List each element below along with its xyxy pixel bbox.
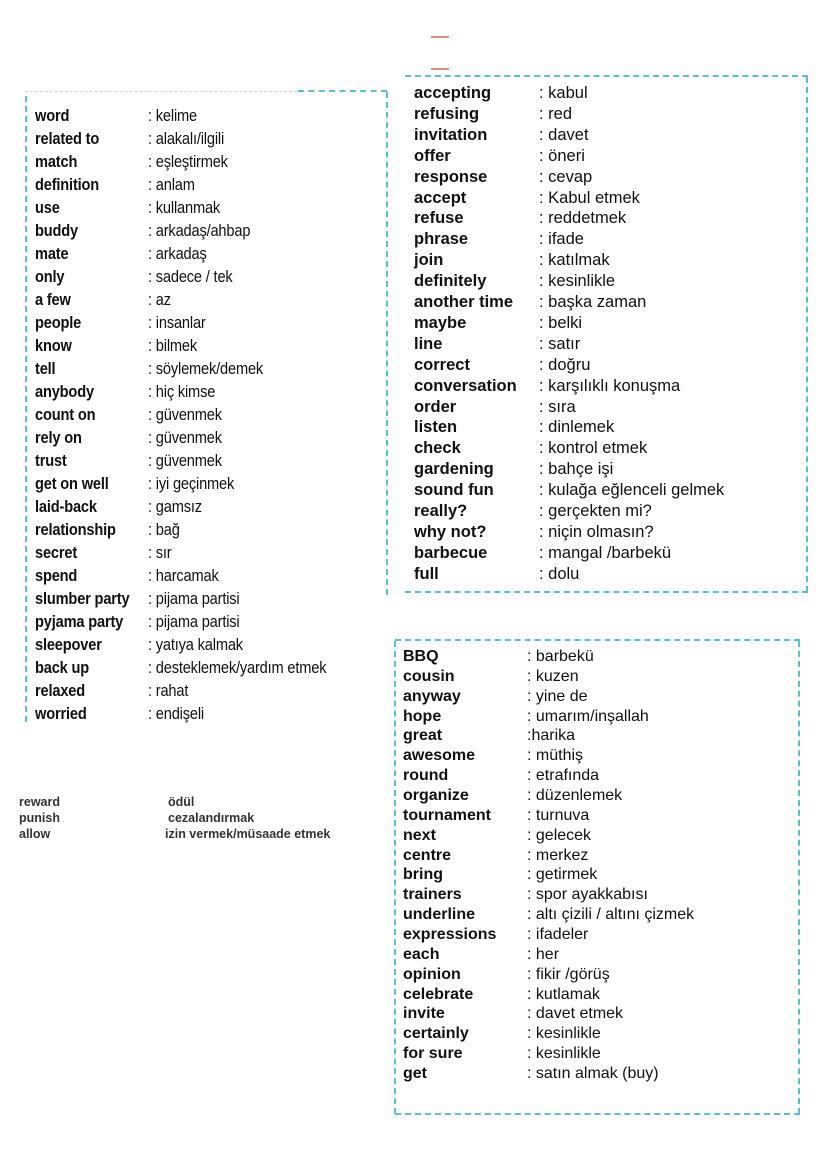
vocab-term: BBQ [403, 648, 439, 665]
vocab-meaning: : güvenmek [148, 428, 222, 447]
vocab-term: count on [35, 405, 96, 424]
left-box-top-border-faint [25, 91, 297, 92]
vocab-term: round [403, 767, 449, 785]
vocab-term: maybe [414, 313, 467, 332]
vocab-meaning: : söylemek/demek [148, 359, 264, 378]
vocab-meaning: : karşılıklı konuşma [539, 376, 681, 395]
vocab-meaning: : öneri [539, 146, 585, 165]
vocab-meaning: : az [148, 290, 171, 309]
vocab-term: match [35, 152, 78, 171]
vocab-term: phrase [414, 230, 469, 249]
vocab-term: celebrate [403, 985, 474, 1003]
vocab-term: why not? [414, 522, 487, 541]
vocab-meaning: :harika [527, 727, 576, 745]
vocab-term: definitely [414, 272, 487, 291]
vocab-meaning: ödül [168, 795, 195, 809]
vocab-term: know [35, 336, 72, 355]
vocab-term: word [35, 106, 70, 125]
vocab-term: check [414, 439, 461, 458]
vocab-meaning: : getirmek [527, 866, 598, 884]
vocab-term: refusing [414, 104, 480, 123]
vocab-term: full [414, 564, 439, 583]
left-box-top-border [298, 90, 387, 92]
vocab-term: sound fun [414, 481, 494, 500]
vocab-meaning: : katılmak [539, 251, 610, 270]
vocab-term: spend [35, 566, 78, 585]
vocab-meaning: : sadece / tek [148, 267, 233, 286]
vocab-term: rely on [35, 428, 82, 447]
vocab-term: another time [414, 293, 514, 311]
vocab-term: definition [35, 175, 100, 194]
vocab-meaning: : davet etmek [527, 1005, 624, 1023]
vocab-term: mate [35, 244, 69, 263]
vocab-term: worried [35, 704, 87, 723]
vocab-meaning: : gerçekten mi? [539, 502, 652, 520]
vocab-term: centre [403, 846, 452, 864]
vocab-term: get [403, 1065, 427, 1083]
vocab-meaning: : anlam [148, 175, 195, 194]
vocab-meaning: : iyi geçinmek [148, 474, 235, 493]
vocab-small-list [19, 795, 359, 845]
vocab-term: punish [19, 811, 60, 825]
vocab-box-bottom [403, 648, 793, 1108]
vocab-term: secret [35, 543, 78, 562]
vocab-meaning: : kontrol etmek [539, 439, 648, 458]
vocab-meaning: : cevap [539, 167, 593, 186]
vocab-meaning: : yatıya kalmak [148, 635, 243, 654]
vocab-term: refuse [414, 209, 464, 228]
vocab-meaning: : rahat [148, 681, 189, 700]
vocab-meaning: : kesinlikle [527, 1025, 601, 1043]
vocab-term: cousin [403, 667, 455, 685]
vocab-term: underline [403, 906, 476, 924]
vocab-meaning: : müthiş [527, 747, 584, 765]
vocab-meaning: : fikir /görüş [527, 965, 610, 983]
bottom-box-right-border [798, 641, 800, 1114]
vocab-term: each [403, 945, 440, 963]
vocab-meaning: : etrafında [527, 767, 600, 785]
vocab-meaning: : endişeli [148, 704, 204, 723]
red-mark-top [431, 36, 449, 38]
vocab-meaning: : merkez [527, 846, 589, 864]
vocab-term: sleepover [35, 635, 102, 654]
vocab-term: reward [19, 795, 60, 809]
vocab-meaning: : kutlamak [527, 985, 600, 1003]
vocab-term: people [35, 313, 82, 332]
vocab-meaning: : kullanmak [148, 198, 221, 217]
vocab-meaning: cezalandırmak [168, 811, 255, 825]
vocab-term: pyjama party [35, 612, 124, 631]
vocab-meaning: : alakalı/ilgili [148, 129, 225, 148]
vocab-term: gardening [414, 460, 494, 479]
vocab-term: bring [403, 866, 443, 884]
vocab-meaning: : pijama partisi [148, 589, 240, 608]
vocab-term: allow [19, 827, 51, 841]
vocab-term: for sure [403, 1045, 463, 1063]
vocab-meaning: : spor ayakkabısı [527, 886, 648, 904]
vocab-meaning: : gelecek [527, 826, 592, 844]
vocab-term: anybody [35, 382, 94, 401]
vocab-term: great [403, 727, 443, 745]
vocab-term: listen [414, 418, 458, 437]
vocab-meaning: : satır [539, 334, 581, 353]
vocab-meaning: izin vermek/müsaade etmek [165, 827, 331, 841]
vocab-term: related to [35, 129, 100, 148]
vocab-term: offer [414, 146, 451, 165]
vocab-meaning: : ifade [539, 230, 584, 249]
vocab-term: anyway [403, 687, 461, 705]
vocab-meaning: : güvenmek [148, 451, 222, 470]
vocab-meaning: : barbekü [527, 648, 594, 665]
right-box-bottom-border [405, 591, 808, 593]
bottom-box-bottom-border [395, 1113, 800, 1115]
vocab-term: trust [35, 451, 67, 470]
vocab-meaning: : belki [539, 313, 583, 332]
vocab-term: trainers [403, 886, 462, 904]
vocab-term: slumber party [35, 589, 130, 608]
vocab-meaning: : eşleştirmek [148, 152, 228, 171]
vocab-meaning: : kesinlikle [539, 272, 616, 291]
left-box-right-border [386, 92, 388, 595]
bottom-box-left-border [394, 641, 396, 1114]
vocab-meaning: : insanlar [148, 313, 206, 332]
vocab-box-left [35, 106, 385, 726]
vocab-term: laid-back [35, 497, 97, 516]
vocab-meaning: : arkadaş [148, 244, 207, 263]
left-box-left-border [25, 96, 27, 722]
vocab-term: join [414, 251, 444, 270]
vocab-meaning: : dinlemek [539, 418, 615, 437]
vocab-meaning: : red [539, 104, 573, 123]
vocab-meaning: : güvenmek [148, 405, 222, 424]
vocab-meaning: : bilmek [148, 336, 198, 355]
vocab-meaning: : gamsız [148, 497, 202, 516]
vocab-meaning: : harcamak [148, 566, 219, 585]
vocab-meaning: : kelime [148, 106, 198, 125]
vocab-term: accepting [414, 84, 492, 102]
vocab-term: expressions [403, 926, 497, 944]
vocab-term: a few [35, 290, 71, 309]
vocab-box-right [414, 84, 804, 589]
vocab-meaning: : kesinlikle [527, 1045, 601, 1063]
vocab-meaning: : kulağa eğlenceli gelmek [539, 481, 725, 500]
vocab-meaning: : sır [148, 543, 172, 562]
vocab-term: opinion [403, 965, 461, 983]
vocab-term: organize [403, 787, 469, 805]
vocab-term: conversation [414, 376, 517, 395]
vocab-meaning: : Kabul etmek [539, 188, 640, 207]
vocab-term: relationship [35, 520, 116, 539]
vocab-meaning: : doğru [539, 355, 591, 374]
vocab-term: tournament [403, 806, 491, 824]
vocab-meaning: : mangal /barbekü [539, 543, 672, 562]
vocab-term: line [414, 334, 443, 353]
vocab-meaning: : niçin olmasın? [539, 522, 654, 541]
vocab-meaning: : pijama partisi [148, 612, 240, 631]
vocab-term: back up [35, 658, 90, 677]
vocab-meaning: : arkadaş/ahbap [148, 221, 251, 240]
vocab-term: correct [414, 355, 470, 374]
vocab-meaning: : desteklemek/yardım etmek [148, 658, 327, 677]
vocab-meaning: : sıra [539, 397, 576, 416]
vocab-meaning: : ifadeler [527, 926, 589, 944]
vocab-meaning: : reddetmek [539, 209, 627, 228]
vocab-meaning: : davet [539, 125, 589, 144]
vocab-term: buddy [35, 221, 78, 240]
vocab-meaning: : yine de [527, 687, 588, 705]
vocab-meaning: : başka zaman [539, 293, 647, 311]
vocab-meaning: : her [527, 945, 560, 963]
vocab-meaning: : satın almak (buy) [527, 1065, 659, 1083]
vocab-term: relaxed [35, 681, 86, 700]
vocab-meaning: : bağ [148, 520, 180, 539]
vocab-term: hope [403, 707, 442, 725]
vocab-meaning: : dolu [539, 564, 580, 583]
vocab-meaning: : hiç kimse [148, 382, 216, 401]
vocab-meaning: : bahçe işi [539, 460, 614, 479]
vocab-term: get on well [35, 474, 109, 493]
vocab-term: use [35, 198, 60, 217]
red-mark-bottom [431, 68, 449, 70]
vocab-term: awesome [403, 747, 476, 765]
vocab-meaning: : kabul [539, 84, 588, 102]
vocab-meaning: : kuzen [527, 667, 579, 685]
vocab-meaning: : umarım/inşallah [527, 707, 649, 725]
vocab-term: next [403, 826, 436, 844]
right-box-top-border [405, 75, 808, 77]
vocab-term: invite [403, 1005, 445, 1023]
vocab-meaning: : düzenlemek [527, 787, 623, 805]
right-box-right-border [806, 77, 808, 592]
vocab-term: invitation [414, 125, 488, 144]
vocab-meaning: : altı çizili / altını çizmek [527, 906, 695, 924]
vocab-meaning: : turnuva [527, 806, 590, 824]
vocab-term: response [414, 167, 488, 186]
vocab-term: only [35, 267, 65, 286]
vocab-term: tell [35, 359, 56, 378]
vocab-term: barbecue [414, 543, 488, 562]
vocab-term: order [414, 397, 457, 416]
bottom-box-top-border [395, 639, 800, 641]
vocab-term: really? [414, 502, 468, 520]
vocab-term: certainly [403, 1025, 469, 1043]
vocab-term: accept [414, 188, 467, 207]
